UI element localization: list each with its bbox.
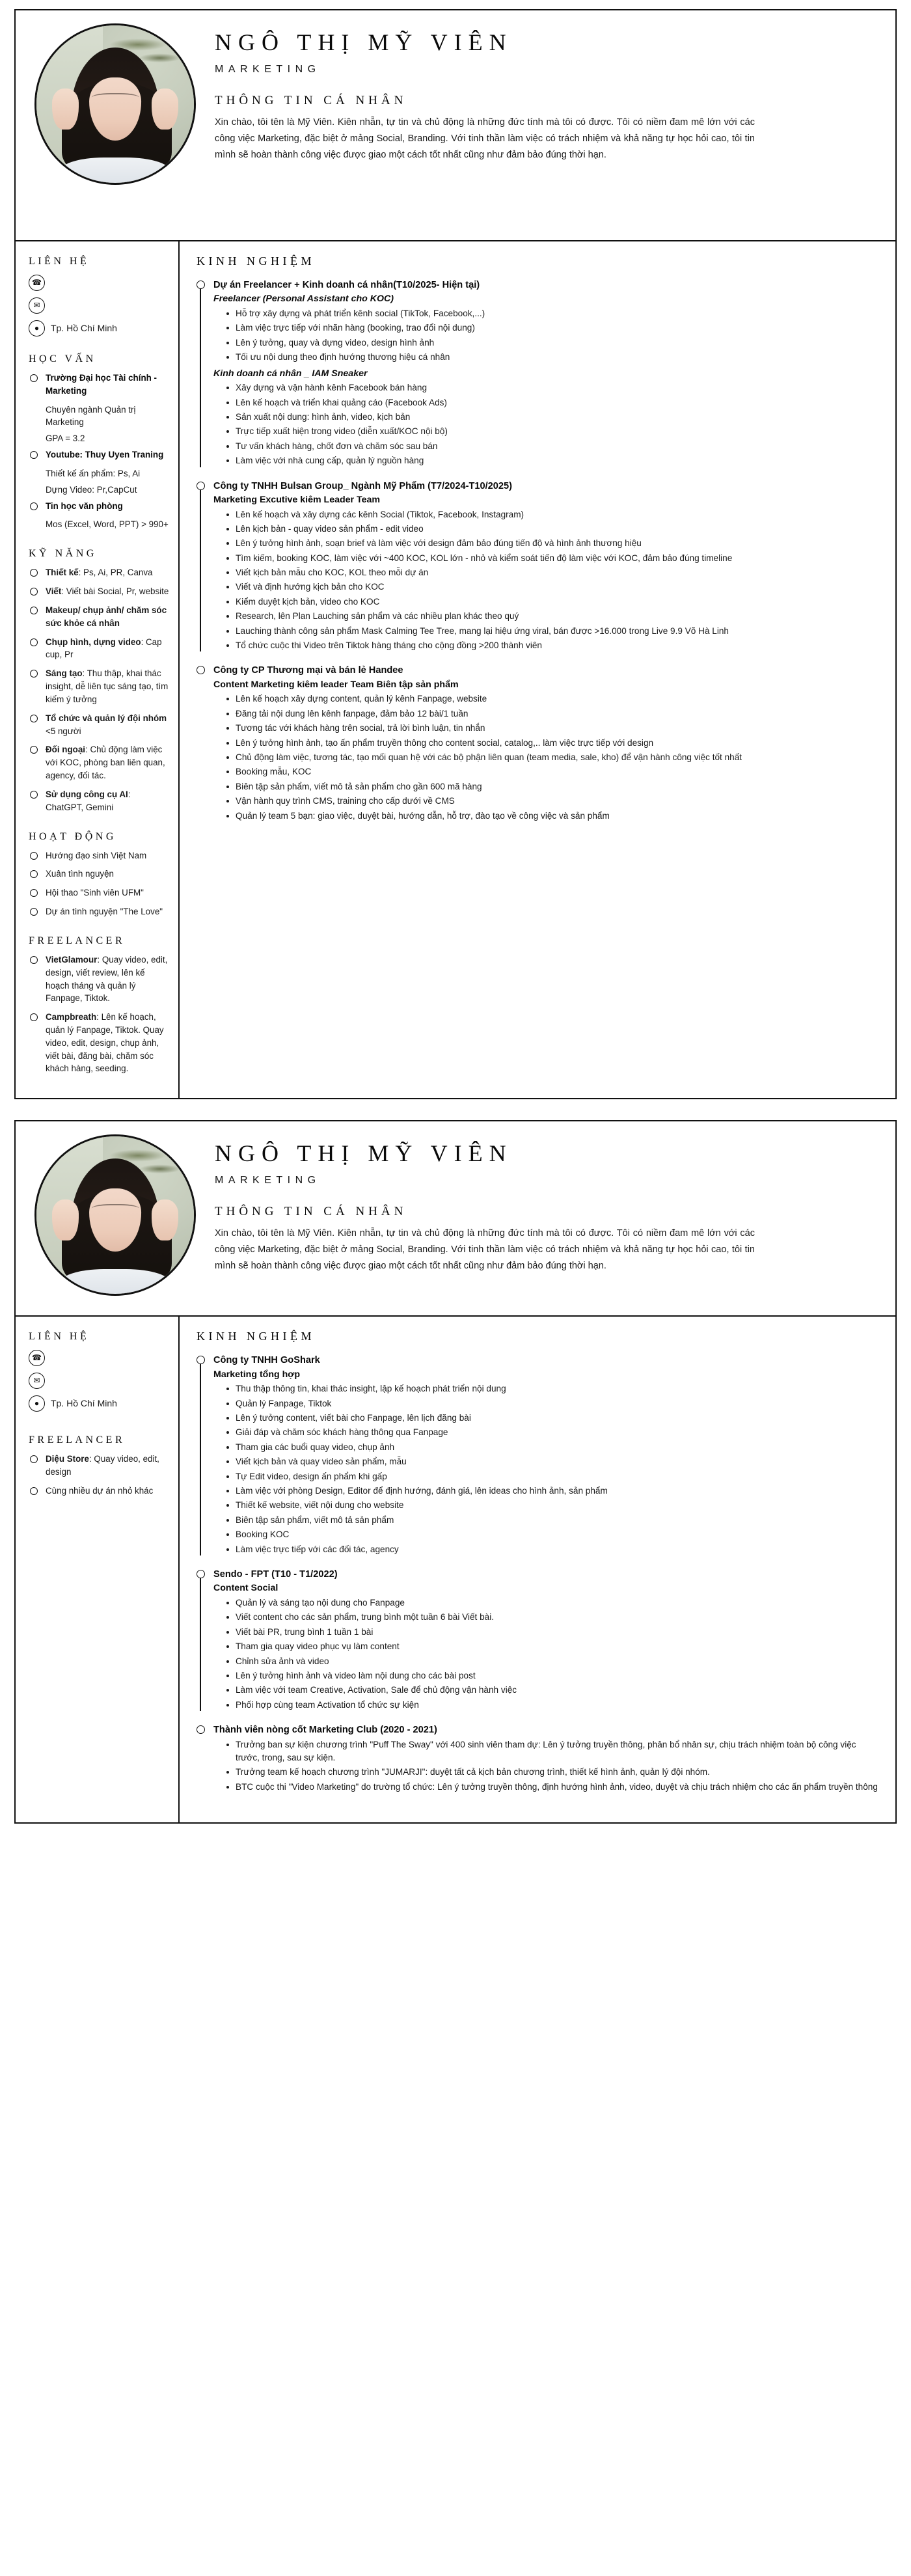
experience-title: Công ty CP Thương mại và bán lẻ Handee bbox=[213, 665, 403, 676]
skill-text: : ChatGPT, Gemini bbox=[46, 789, 131, 812]
experience-heading-p2: KINH NGHIỆM bbox=[197, 1330, 315, 1343]
freelancer-heading-p2: FREELANCER bbox=[29, 1434, 126, 1446]
experience-subtitle: Content Social bbox=[213, 1583, 279, 1594]
skill-text: : Cap cup, Pr bbox=[46, 637, 162, 660]
skill-label: Chụp hình, dựng video bbox=[46, 637, 141, 647]
experience-column-p1 bbox=[180, 241, 895, 1098]
header-text-p2 bbox=[203, 1130, 881, 1274]
contact-location-row-p2 bbox=[29, 1395, 169, 1412]
list-item: Tìm kiếm, booking KOC, làm việc với ~400 KOC, KOL lớn - nhỏ và kiểm soát tiến độ làm việc với KOC, đảm bảo đúng timeline bbox=[225, 552, 878, 565]
experience-bullets bbox=[213, 1596, 878, 1712]
list-item bbox=[29, 636, 169, 662]
list-item bbox=[29, 1453, 169, 1479]
body-columns-p2 bbox=[16, 1317, 895, 1822]
list-item: Tham gia các buổi quay video, chụp ảnh bbox=[225, 1441, 878, 1454]
list-item: Lên ý tưởng hình ảnh và video làm nội dung cho các bài post bbox=[225, 1669, 878, 1682]
list-item bbox=[29, 448, 169, 461]
contact-heading: LIÊN HỆ bbox=[29, 256, 90, 267]
contact-phone-row bbox=[29, 274, 169, 291]
list-item: Tham gia quay video phục vụ làm content bbox=[225, 1640, 878, 1653]
freelancer-text: : Quay video, edit, design, viết review, lên kế hoạch tháng và quản lý Fanpage, Tiktok. bbox=[46, 954, 168, 1004]
experience-entry bbox=[197, 1568, 878, 1712]
skill-label: Viết bbox=[46, 586, 62, 597]
education-list bbox=[29, 448, 169, 461]
photo-container-p1 bbox=[27, 20, 203, 185]
list-item bbox=[29, 788, 169, 814]
list-item: Trưởng team kế hoạch chương trình "JUMARJI": duyệt tất cả kịch bản chương trình, thiết kế hình ảnh, quản lý đội nhóm. bbox=[225, 1766, 878, 1779]
experience-title: Công ty TNHH GoShark bbox=[213, 1355, 320, 1366]
skill-text: : Chủ động làm việc với KOC, phòng ban liên quan, agency, đối tác. bbox=[46, 745, 165, 781]
list-item: Chỉnh sửa ảnh và video bbox=[225, 1655, 878, 1668]
list-item: Làm việc với phòng Design, Editor để định hướng, đánh giá, lên ideas cho hình ảnh, sản phẩm bbox=[225, 1485, 878, 1498]
skill-text: : Ps, Ai, PR, Canva bbox=[78, 568, 153, 578]
experience-entry bbox=[197, 664, 878, 823]
page-border-1 bbox=[14, 9, 897, 1099]
skill-text: : Viết bài Social, Pr, website bbox=[61, 586, 169, 597]
skills-heading: KỸ NĂNG bbox=[29, 548, 97, 560]
photo-container-p2 bbox=[27, 1130, 203, 1296]
list-item: Tương tác với khách hàng trên social, trả lời bình luận, tin nhắn bbox=[225, 722, 878, 735]
experience-title: Dự án Freelancer + Kinh doanh cá nhân(T10/2025- Hiện tại) bbox=[213, 280, 480, 290]
list-item: Lauching thành công sản phẩm Mask Calming Tee Tree, mang lại hiệu ứng viral, bán được >16.000 trong Live 9.9 Võ Hà Linh bbox=[225, 625, 878, 638]
experience-title: Công ty TNHH Bulsan Group_ Ngành Mỹ Phẩm (T7/2024-T10/2025) bbox=[213, 480, 512, 491]
list-item: Làm việc trực tiếp với các đối tác, agency bbox=[225, 1543, 878, 1556]
education-item-line: GPA = 3.2 bbox=[46, 433, 85, 444]
experience-entry bbox=[197, 480, 878, 653]
contact-phone-row-p2 bbox=[29, 1349, 169, 1366]
experience-subtitle: Marketing Excutive kiêm Leader Team bbox=[213, 494, 381, 505]
experience-entry bbox=[197, 1354, 878, 1556]
profile-role-p2: MARKETING bbox=[215, 1175, 321, 1186]
activities-heading: HOẠT ĐỘNG bbox=[29, 830, 116, 842]
list-item: Chủ động làm việc, tương tác, tạo mối quan hệ với các bộ phận liên quan (team media, sale, kho) để vận hành công việc tốt nhất bbox=[225, 751, 878, 764]
list-item: Trực tiếp xuất hiện trong video (diễn xuất/KOC nội bộ) bbox=[225, 425, 878, 438]
list-item: Biên tập sản phẩm, viết mô tả sản phẩm cho gần 600 mã hàng bbox=[225, 780, 878, 793]
education-item-line: Dựng Video: Pr,CapCut bbox=[46, 484, 137, 495]
experience-subtitle: Content Marketing kiêm leader Team Biên tập sản phẩm bbox=[213, 679, 459, 690]
list-item: Viết kịch bản mẫu cho KOC, KOL theo mỗi dự án bbox=[225, 566, 878, 579]
page-title-p2: NGÔ THỊ MỸ VIÊN bbox=[215, 1140, 513, 1167]
list-item: Lên ý tưởng content, viết bài cho Fanpage, lên lịch đăng bài bbox=[225, 1412, 878, 1425]
education-item-title: Tin học văn phòng bbox=[46, 500, 123, 511]
list-item: Lên kế hoạch và triển khai quảng cáo (Facebook Ads) bbox=[225, 396, 878, 409]
experience-bullets-2 bbox=[213, 381, 878, 467]
list-item: Giải đáp và chăm sóc khách hàng thông qua Fanpage bbox=[225, 1426, 878, 1439]
list-item: Quản lý và sáng tạo nội dung cho Fanpage bbox=[225, 1596, 878, 1610]
list-item: Lên ý tưởng hình ảnh, soạn brief và làm việc với design đảm bảo đúng tiến độ và hình ảnh thương hiệu bbox=[225, 537, 878, 550]
list-item: Viết bài PR, trung bình 1 tuần 1 bài bbox=[225, 1626, 878, 1639]
list-item: Viết và định hướng kịch bản cho KOC bbox=[225, 581, 878, 594]
experience-title: Sendo - FPT (T10 - T1/2022) bbox=[213, 1569, 338, 1580]
list-item: Research, lên Plan Lauching sản phẩm và các nhiều plan khác theo quý bbox=[225, 610, 878, 623]
list-item: Biên tập sản phẩm, viết mô tả sản phẩm bbox=[225, 1514, 878, 1527]
freelancer-list-p2 bbox=[29, 1453, 169, 1497]
page-border-2 bbox=[14, 1120, 897, 1824]
list-item bbox=[29, 585, 169, 598]
list-item: Đăng tải nội dung lên kênh fanpage, đảm bảo 12 bài/1 tuần bbox=[225, 707, 878, 720]
body-columns-p1 bbox=[16, 241, 895, 1098]
list-item bbox=[29, 743, 169, 782]
education-item-title: Trường Đại học Tài chính - Marketing bbox=[46, 373, 157, 396]
list-item: Viết kịch bản và quay video sản phẩm, mẫu bbox=[225, 1455, 878, 1468]
freelancer-label: Diệu Store bbox=[46, 1454, 89, 1464]
list-item: Lên kế hoạch và xây dựng các kênh Social (Tiktok, Facebook, Instagram) bbox=[225, 508, 878, 521]
experience-entry bbox=[197, 1723, 878, 1794]
contact-location-row bbox=[29, 320, 169, 336]
list-item: Hướng đạo sinh Việt Nam bbox=[29, 849, 169, 862]
profile-summary-p2: Xin chào, tôi tên là Mỹ Viên. Kiên nhẫn, tự tin và chủ động là những đức tính mà tôi có được. Tôi có niềm đam mê lớn với các công việc Marketing, đặc biệt ở mảng Social, Branding. Với tinh thần làm việc có trách nhiệm và khả năng tự học hỏi cao, tôi tin mình sẽ hoàn thành công việc được giao một cách tốt nhất cũng như đảm bảo đúng thời hạn. bbox=[215, 1228, 755, 1272]
profile-photo-p1 bbox=[34, 23, 196, 185]
personal-info-heading: THÔNG TIN CÁ NHÂN bbox=[215, 94, 407, 107]
list-item bbox=[29, 604, 169, 630]
list-item bbox=[29, 953, 169, 1005]
envelope-icon: ✉ bbox=[29, 1373, 45, 1389]
list-item: Tổ chức cuộc thi Video trên Tiktok hàng tháng cho cộng đồng >200 thành viên bbox=[225, 639, 878, 652]
experience-bullets bbox=[213, 1738, 878, 1794]
sidebar-p2 bbox=[16, 1317, 180, 1822]
skills-list bbox=[29, 566, 169, 814]
experience-subtitle: Marketing tổng hợp bbox=[213, 1369, 301, 1380]
skill-label: Tổ chức và quản lý đội nhóm bbox=[46, 713, 167, 723]
list-item: Booking mẫu, KOC bbox=[225, 765, 878, 778]
experience-bullets bbox=[213, 692, 878, 823]
experience-title: Thành viên nòng cốt Marketing Club (2020 - 2021) bbox=[213, 1725, 437, 1736]
freelancer-text: : Lên kế hoạch, quản lý Fanpage, Tiktok. Quay video, edit, design, chụp ảnh, viết bài, đăng bài, chăm sóc khách hàng, seeding. bbox=[46, 1012, 164, 1074]
list-item: Booking KOC bbox=[225, 1528, 878, 1541]
education-item-line: Chuyên ngành Quản trị Marketing bbox=[46, 404, 136, 428]
freelancer-label: Cùng nhiều dự án nhỏ khác bbox=[46, 1485, 154, 1496]
list-item: Làm việc với team Creative, Activation, Sale để chủ động vận hành việc bbox=[225, 1684, 878, 1697]
education-item-line: Mos (Excel, Word, PPT) > 990+ bbox=[46, 519, 169, 530]
list-item: Lên ý tưởng, quay và dựng video, design hình ảnh bbox=[225, 336, 878, 349]
list-item: Tự Edit video, design ấn phẩm khi gấp bbox=[225, 1470, 878, 1483]
freelancer-label: VietGlamour bbox=[46, 954, 98, 965]
list-item bbox=[29, 712, 169, 738]
experience-subtitle-2: Kinh doanh cá nhân _ IAM Sneaker bbox=[213, 368, 368, 379]
list-item bbox=[29, 566, 169, 579]
education-list bbox=[29, 372, 169, 398]
skill-label: Đối ngoại bbox=[46, 745, 85, 755]
list-item: Làm việc với nhà cung cấp, quản lý nguồn hàng bbox=[225, 454, 878, 467]
experience-heading: KINH NGHIỆM bbox=[197, 254, 315, 267]
location-pin-icon: ● bbox=[29, 320, 45, 336]
list-item bbox=[29, 1011, 169, 1075]
experience-bullets bbox=[213, 1382, 878, 1556]
skill-text: <5 người bbox=[46, 726, 81, 736]
freelancer-text: : Quay video, edit, design bbox=[46, 1454, 159, 1477]
list-item bbox=[29, 500, 169, 513]
skill-text: : Thu thập, khai thác insight, dễ liên tục sáng tạo, tìm kiếm ý tưởng bbox=[46, 668, 169, 704]
contact-email-row-p2 bbox=[29, 1372, 169, 1389]
list-item: Trưởng ban sự kiện chương trình "Puff The Sway" với 400 sinh viên tham dự: Lên ý tưởng truyền thông, phân bổ nhân sự, chịu trách nhiệm toàn bộ công việc trước, trong, sau sự kiện. bbox=[225, 1738, 878, 1765]
activities-list bbox=[29, 849, 169, 918]
list-item: Xuân tình nguyện bbox=[29, 868, 169, 881]
phone-icon: ☎ bbox=[29, 1350, 45, 1366]
profile-summary: Xin chào, tôi tên là Mỹ Viên. Kiên nhẫn, tự tin và chủ động là những đức tính mà tôi có được. Tôi có niềm đam mê lớn với các công việc Marketing, đặc biệt ở mảng Social, Branding. Với tinh thần làm việc có trách nhiệm và khả năng tự học hỏi cao, tôi tin mình sẽ hoàn thành công việc được giao một cách tốt nhất cũng như đảm bảo đúng thời hạn. bbox=[215, 117, 755, 160]
list-item: Thu thập thông tin, khai thác insight, lập kế hoạch phát triển nội dung bbox=[225, 1382, 878, 1395]
sidebar-p1 bbox=[16, 241, 180, 1098]
list-item: Lên kế hoạch xây dựng content, quản lý kênh Fanpage, website bbox=[225, 692, 878, 706]
list-item: Tư vấn khách hàng, chốt đơn và chăm sóc sau bán bbox=[225, 440, 878, 453]
list-item: Lên kịch bản - quay video sản phẩm - edit video bbox=[225, 523, 878, 536]
personal-info-heading-p2: THÔNG TIN CÁ NHÂN bbox=[215, 1205, 407, 1219]
list-item bbox=[29, 372, 169, 398]
contact-location-value: Tp. Hồ Chí Minh bbox=[51, 323, 117, 333]
contact-location-value: Tp. Hồ Chí Minh bbox=[51, 1398, 117, 1409]
location-pin-icon: ● bbox=[29, 1395, 45, 1412]
envelope-icon: ✉ bbox=[29, 297, 45, 314]
list-item: Xây dựng và vận hành kênh Facebook bán hàng bbox=[225, 381, 878, 394]
experience-subtitle: Freelancer (Personal Assistant cho KOC) bbox=[213, 294, 394, 305]
list-item: Thiết kế website, viết nội dung cho website bbox=[225, 1499, 878, 1512]
list-item: Tối ưu nội dung theo định hướng thương hiệu cá nhân bbox=[225, 351, 878, 364]
list-item: Kiểm duyệt kịch bản, video cho KOC bbox=[225, 596, 878, 609]
contact-email-row bbox=[29, 297, 169, 314]
phone-icon: ☎ bbox=[29, 275, 45, 291]
list-item bbox=[29, 1485, 169, 1498]
profile-photo-p2 bbox=[34, 1134, 196, 1296]
profile-role: MARKETING bbox=[215, 64, 321, 75]
contact-heading-p2: LIÊN HỆ bbox=[29, 1331, 90, 1343]
list-item: Viết content cho các sản phẩm, trung bình một tuần 6 bài Viết bài. bbox=[225, 1611, 878, 1624]
skill-label: Makeup/ chụp ảnh/ chăm sóc sức khỏe cá nhân bbox=[46, 605, 167, 628]
list-item: Dự án tình nguyện "The Love" bbox=[29, 905, 169, 918]
list-item: Làm việc trực tiếp với nhãn hàng (booking, trao đổi nội dung) bbox=[225, 322, 878, 335]
list-item: Quản lý team 5 bạn: giao việc, duyệt bài, hướng dẫn, hỗ trợ, đào tạo về công việc và sản phẩm bbox=[225, 810, 878, 823]
experience-bullets bbox=[213, 307, 878, 364]
list-item: Quản lý Fanpage, Tiktok bbox=[225, 1397, 878, 1410]
education-heading: HỌC VẤN bbox=[29, 353, 96, 364]
page-title: NGÔ THỊ MỸ VIÊN bbox=[215, 29, 513, 55]
list-item: Hỗ trợ xây dựng và phát triển kênh social (TikTok, Facebook,...) bbox=[225, 307, 878, 320]
education-item-line: Thiết kế ấn phẩm: Ps, Ai bbox=[46, 468, 141, 478]
list-item: BTC cuộc thi "Video Marketing" do trường tổ chức: Lên ý tưởng truyền thông, định hướng hình ảnh, video, duyệt và chịu trách nhiệm cho các ấn phẩm truyền thông bbox=[225, 1781, 878, 1794]
skill-label: Thiết kế bbox=[46, 568, 79, 578]
skill-label: Sử dụng công cụ AI bbox=[46, 789, 128, 799]
header-p1 bbox=[16, 10, 895, 241]
experience-column-p2 bbox=[180, 1317, 895, 1822]
skill-label: Sáng tạo bbox=[46, 668, 83, 679]
list-item bbox=[29, 667, 169, 706]
experience-entry bbox=[197, 279, 878, 468]
header-text-p1 bbox=[203, 20, 881, 163]
experience-bullets bbox=[213, 508, 878, 653]
education-item-title: Youtube: Thuy Uyen Traning bbox=[46, 450, 164, 460]
list-item: Lên ý tưởng hình ảnh, tạo ấn phẩm truyền thông cho content social, catalog,.. làm việc trực tiếp với design bbox=[225, 737, 878, 750]
list-item: Sản xuất nội dung: hình ảnh, video, kịch bản bbox=[225, 411, 878, 424]
list-item: Vận hành quy trình CMS, training cho cấp dưới về CMS bbox=[225, 795, 878, 808]
freelancer-heading: FREELANCER bbox=[29, 935, 126, 946]
freelancer-list bbox=[29, 953, 169, 1075]
header-p2 bbox=[16, 1121, 895, 1317]
list-item: Hội thao "Sinh viên UFM" bbox=[29, 886, 169, 899]
education-list bbox=[29, 500, 169, 513]
cv-page-2 bbox=[0, 1111, 911, 1835]
list-item: Phối hợp cùng team Activation tổ chức sự kiện bbox=[225, 1699, 878, 1712]
freelancer-label: Campbreath bbox=[46, 1012, 97, 1022]
cv-page-1 bbox=[0, 0, 911, 1111]
